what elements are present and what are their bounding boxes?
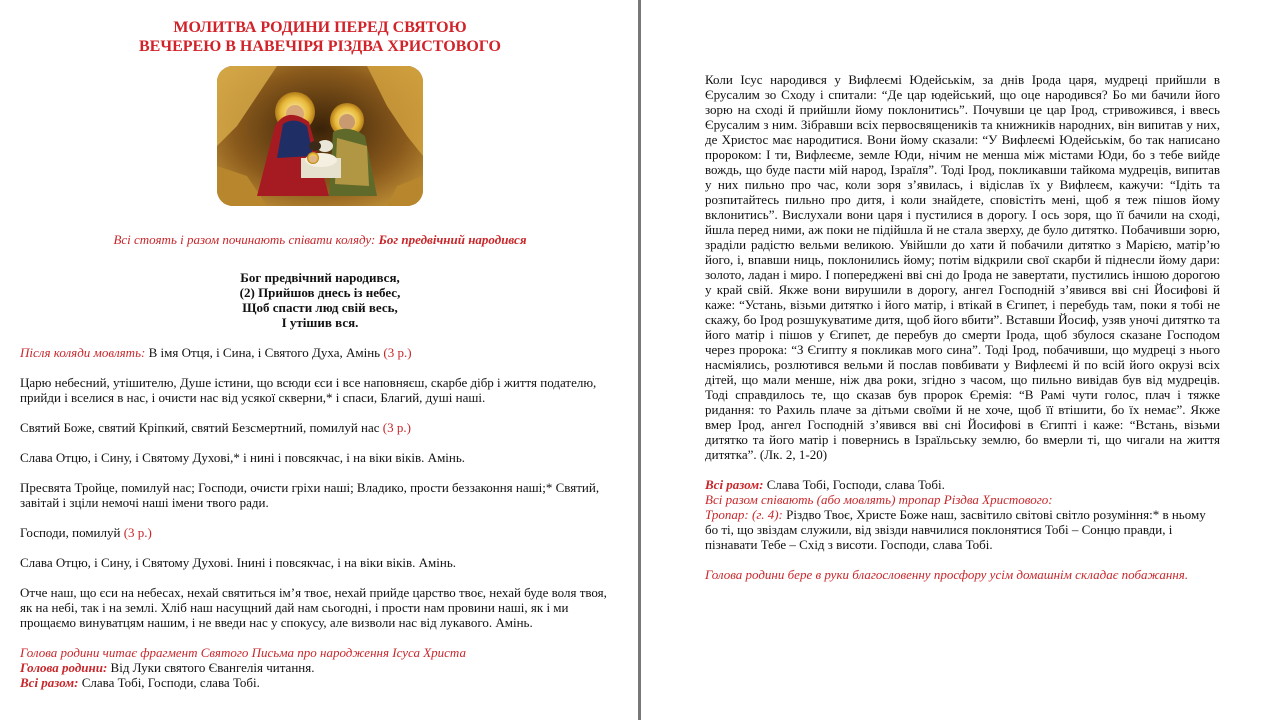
page-divider (638, 0, 641, 720)
troparion-instruction: Всі разом співають (або мовлять) тропар Різдва Христового: (705, 492, 1053, 507)
trisagion-prayer (20, 420, 620, 435)
carol-line: Бог предвічний народився, (240, 270, 400, 285)
head-of-family-line (20, 660, 620, 675)
page-title (20, 18, 620, 56)
title-line-2: ВЕЧЕРЕЮ В НАВЕЧІРЯ РІЗДВА ХРИСТОВОГО (138, 38, 501, 55)
carol-line: (2) Прийшов днесь із небес, (239, 285, 401, 300)
carol-verse (20, 270, 620, 330)
lord-have-mercy (20, 525, 620, 540)
heavenly-king-prayer: Царю небесний, утішителю, Душе істини, що всюди єси і все наповняєш, скарбе дібр і життя подателю, прийди і вселися в нас, і очисти нас від усякої скверни,* і спаси, Благий, душі наші. (20, 375, 597, 405)
carol-line: Щоб спасти люд свій весь, (242, 300, 398, 315)
lord-have-mercy-times: (3 р.) (123, 525, 152, 540)
head-of-family-text: Від Луки святого Євангелія читання. (110, 660, 315, 675)
all-together-text: Слава Тобі, Господи, слава Тобі. (81, 675, 260, 690)
trisagion-text: Святий Боже, святий Кріпкий, святий Безсмертний, помилуй нас (20, 420, 383, 435)
title-line-1: МОЛИТВА РОДИНИ ПЕРЕД СВЯТОЮ (173, 19, 467, 36)
glory-prayer-2: Слава Отцю, і Сину, і Святому Духові. Інині і повсякчас, і на віки віків. Амінь. (20, 555, 457, 570)
intro-text: Всі стоять і разом починають співати коляду: (113, 232, 379, 247)
after-carol-label: Після коляди мовлять: (20, 345, 149, 360)
head-of-family-label: Голова родини: (20, 660, 111, 675)
all-together-text-2: Слава Тобі, Господи, слава Тобі. (766, 477, 945, 492)
after-carol-times: (3 р.) (383, 345, 412, 360)
all-together-line-2 (705, 477, 1220, 492)
reading-instruction: Голова родини читає фрагмент Святого Письма про народження Ісуса Христа (20, 645, 466, 660)
after-carol-text: В імя Отця, і Сина, і Святого Духа, Амінь (148, 345, 384, 360)
lord-have-mercy-text: Господи, помилуй (20, 525, 124, 540)
troparion-label: Тропар: (г. 4): (705, 507, 783, 522)
trinity-prayer: Пресвята Тройце, помилуй нас; Господи, очисти гріхи наші; Владико, прости беззаконня наші;* Святий, завітай і зціли немочі наші імени твого ради. (20, 480, 600, 510)
left-page (0, 0, 638, 720)
all-together-label-2: Всі разом: (705, 477, 767, 492)
gospel-reading: Коли Ісус народився у Вифлеємі Юдейськім, за днів Ірода царя, мудреці прийшли в Єрусалим зо Сходу і спитали: “Де цар юдейський, що оце народився? Бо ми бачили його зорю на сході й прийшли йому поклонитись”. Почувши це цар Ірод, стривожився, і ввесь Єрусалим з ним. Зібравши всіх первосвящеників та книжників народних, він випитав у них, де Христос має народитися. Вони йому сказали: “У Вифлеємі Юдейськім, бо так написано пророком: І ти, Вифлеєме, земле Юди, нічим не менша між містами Юди, бо з тебе вийде вождь, що буде пасти мій народ, Ізраїля”. Тоді Ірод, покликавши тайкома мудреців, випитав у них пильно про час, коли зоря з’явилась, і відіслав їх у Вифлеєм, кажучи: “Ідіть та розпитайтесь пильно про дитя, і коли знайдете, сповістіть мені, щоб я теж пішов йому вклонитись”. Вислухали вони царя і пустилися в дорогу. І ось зоря, що її бачили на сході, йшла перед ними, аж поки не підійшла й не стала зверху, де було дитятко. Побачивши зорю, зраділи радістю вельми великою. Увійшли до хати й побачили дитятко з Марією, матір’ю його, і, впавши ниць, поклонились йому; потім відкрили свої скарби й піднесли йому дари: золото, ладан і миро. І попереджені вві сні до Ірода не завертати, пустились іншою дорогою у край свій. Якже вони вирушили в дорогу, ангел Господній з’явився вві сні Йосифові й каже: “Устань, візьми дитятко і його матір, і втікай в Єгипет, і перебудь там, поки я тобі не скажу, бо Ірод розшукуватиме дитя, щоб його вбити”. Вставши Йосиф, узяв уночі дитятко та його матір і пішов у Єгипет, де перебув до смерти Ірода, щоб збулося сказане Господом через пророка: “З Єгипту я покликав мого сина”. Тоді Ірод, побачивши, що мудреці з нього насміялись, розлютився вельми й послав повбивати у Вифлеємі й по всій його окрузі всіх дітей, що мали менше, ніж два роки, згідно з часом, що пильно вивідав був від мудреців. Тоді справдилось те, що сказав був пророк Єремія: “В Рамі чути голос, плач і тяжке ридання: то Рахиль плаче за дітьми своїми й не хоче, щоб її втішити, бо їх немає”. Якже вмер Ірод, ангел Господній з’явився вві сні Йосифові в Єгипті і каже: “Встань, візьми дитятко та його матір і повернись в Ізраїльську землю, бо вмерли ті, що чигали на життя дитятка”. (Лк. 2, 1-20) (705, 72, 1220, 462)
closing-instruction: Голова родини бере в руки благословенну просфору усім домашнім складає побажання. (705, 567, 1189, 582)
glory-prayer-1: Слава Отцю, і Сину, і Святому Духові,* і нині і повсякчас, і на віки віків. Амінь. (20, 450, 466, 465)
all-together-label: Всі разом: (20, 675, 82, 690)
our-father-prayer: Отче наш, що єси на небесах, нехай святиться ім’я твоє, нехай прийде царство твоє, нехай буде воля твоя, як на небі, так і на землі. Хліб наш насущний дай нам сьогодні, і прости нам провини наші, як і ми прощаємо винуватцям нашим, і не введи нас у спокусу, але визволи нас від лукавого. Амінь. (20, 585, 607, 630)
carol-line: І утішив вся. (281, 315, 359, 330)
nativity-icon (217, 66, 423, 206)
intro-instruction (20, 232, 620, 248)
intro-carol-name: Бог предвічний народився (378, 232, 527, 247)
trisagion-times: (3 р.) (382, 420, 411, 435)
troparion (705, 507, 1220, 552)
troparion-text: Різдво Твоє, Христе Боже наш, засвітило світові світло розуміння:* в ньому бо ті, що звіздам служили, від звізди навчилися поклонятися Тобі – Сонцю правди, і пізнавати Тебе – Схід з висоти. Господи, слава Тобі. (705, 507, 1206, 552)
right-page (642, 0, 1280, 720)
after-carol-prayer (20, 345, 620, 360)
all-together-line (20, 675, 620, 690)
